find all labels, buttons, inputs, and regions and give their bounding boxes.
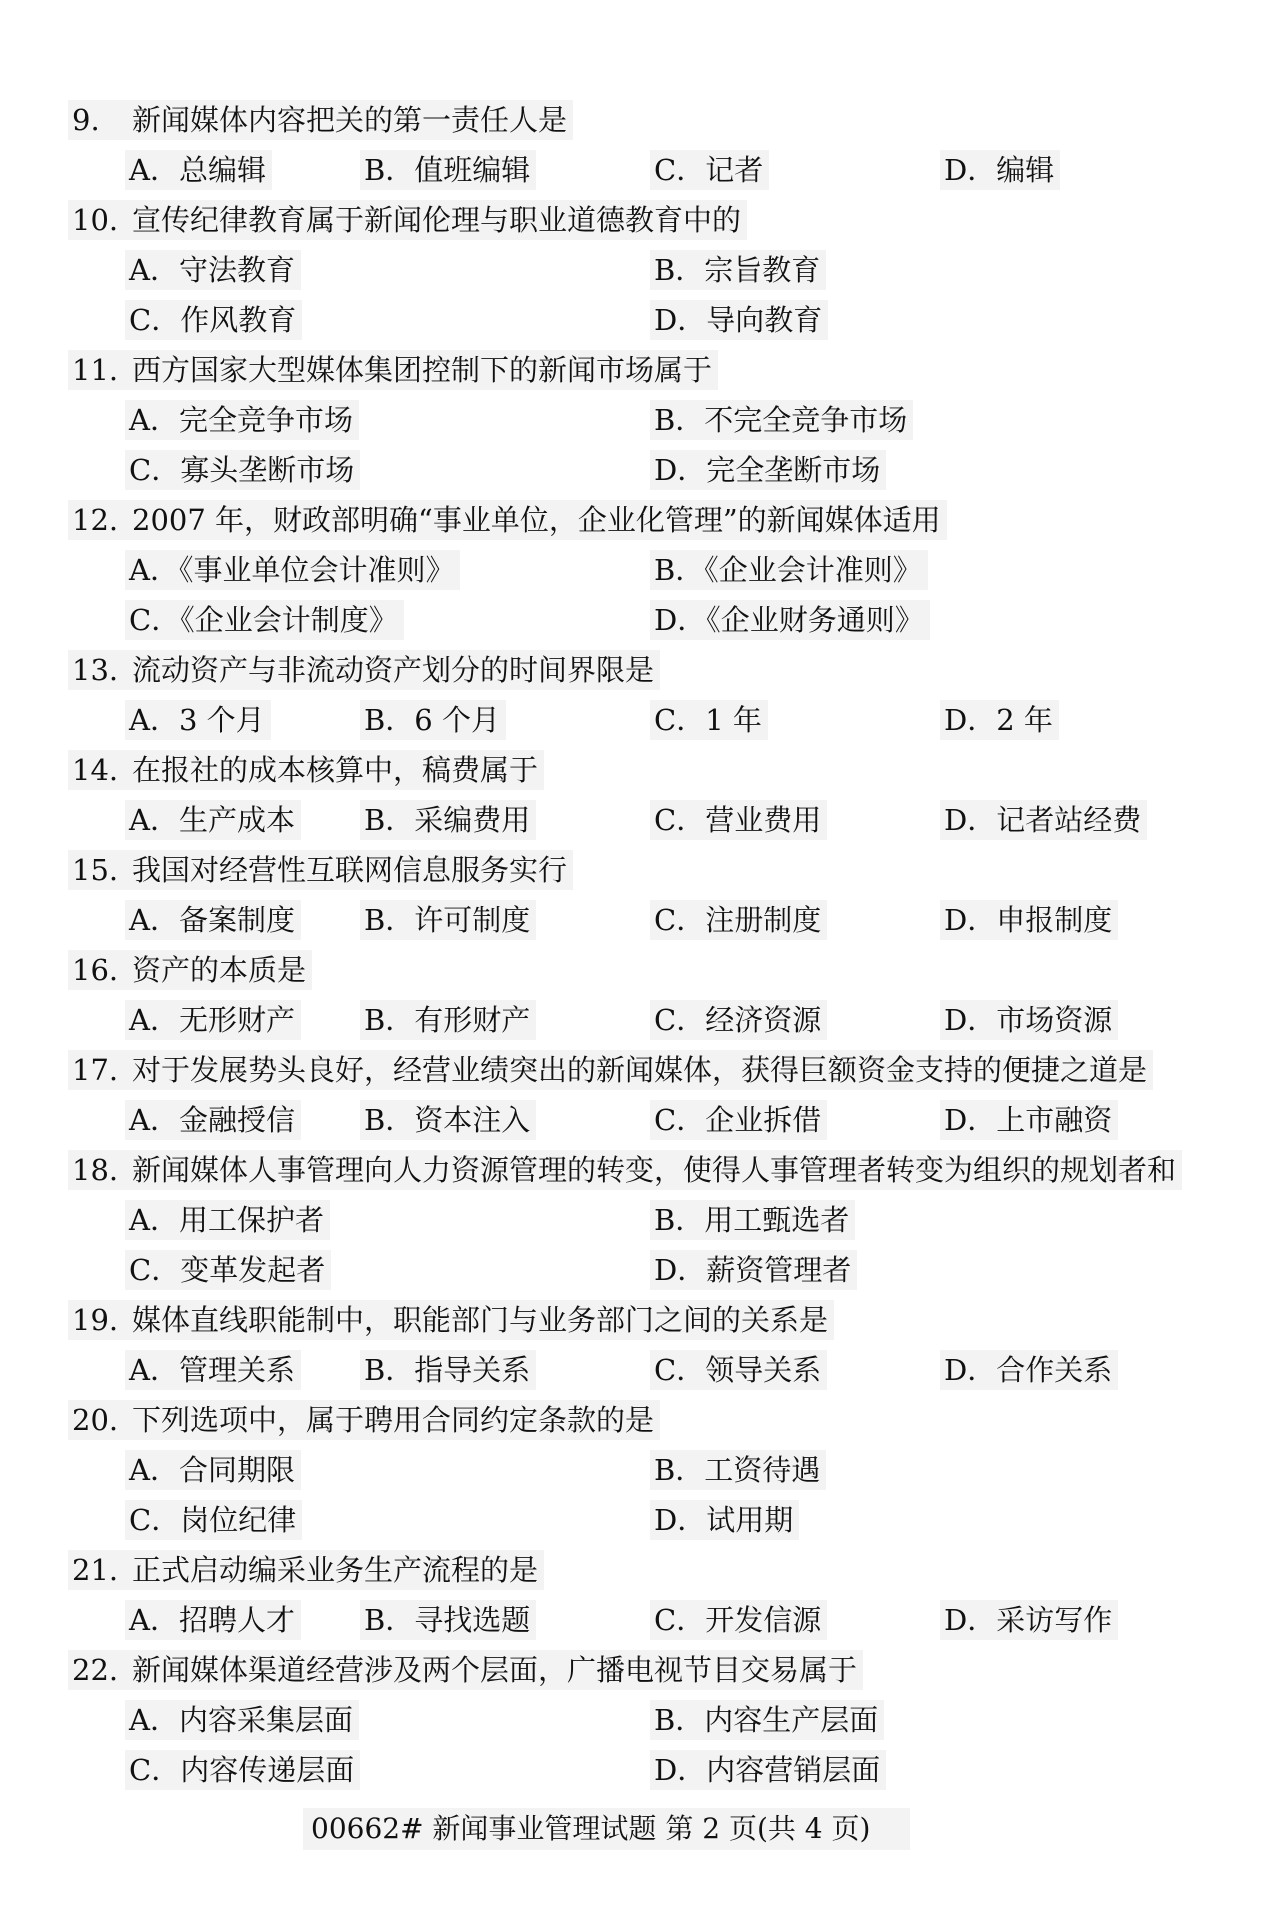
answer-option: A．完全竞争市场 <box>125 400 359 440</box>
answer-option: B．用工甄选者 <box>650 1200 855 1240</box>
question-stem <box>68 200 747 240</box>
answer-option: A．内容采集层面 <box>125 1700 359 1740</box>
question-text: 西方国家大型媒体集团控制下的新闻市场属于 <box>132 353 713 387</box>
question-number: 17. <box>72 1053 119 1087</box>
question-number: 9. <box>72 103 100 137</box>
answer-option: D．《企业财务通则》 <box>650 600 930 640</box>
question-number: 19. <box>72 1303 119 1337</box>
answer-option: B．内容生产层面 <box>650 1700 884 1740</box>
question-stem <box>68 1650 863 1690</box>
answer-option: C．记者 <box>650 150 769 190</box>
question-text: 2007 年，财政部明确“事业单位，企业化管理”的新闻媒体适用 <box>132 503 941 537</box>
question-text: 宣传纪律教育属于新闻伦理与职业道德教育中的 <box>132 203 742 237</box>
answer-option: D．导向教育 <box>650 300 828 340</box>
answer-option: B．采编费用 <box>360 800 536 840</box>
answer-option: B．工资待遇 <box>650 1450 826 1490</box>
question-stem <box>68 750 544 790</box>
answer-option: C．开发信源 <box>650 1600 827 1640</box>
question-text: 新闻媒体渠道经营涉及两个层面，广播电视节目交易属于 <box>132 1653 858 1687</box>
question-text: 媒体直线职能制中，职能部门与业务部门之间的关系是 <box>132 1303 829 1337</box>
answer-option: B．《企业会计准则》 <box>650 550 928 590</box>
answer-option: D．试用期 <box>650 1500 799 1540</box>
question-text: 下列选项中，属于聘用合同约定条款的是 <box>132 1403 655 1437</box>
answer-option: C．营业费用 <box>650 800 827 840</box>
question-text: 在报社的成本核算中，稿费属于 <box>132 753 539 787</box>
answer-option: D．记者站经费 <box>940 800 1147 840</box>
answer-option: B．宗旨教育 <box>650 250 826 290</box>
answer-option: B．值班编辑 <box>360 150 536 190</box>
answer-option: A．守法教育 <box>125 250 301 290</box>
question-stem <box>68 350 718 390</box>
question-number: 22. <box>72 1653 119 1687</box>
answer-option: B．寻找选题 <box>360 1600 536 1640</box>
answer-option: A．用工保护者 <box>125 1200 330 1240</box>
answer-option: D．2 年 <box>940 700 1059 740</box>
answer-option: A．总编辑 <box>125 150 272 190</box>
question-text: 资产的本质是 <box>132 953 307 987</box>
answer-option: D．申报制度 <box>940 900 1118 940</box>
question-text: 正式启动编采业务生产流程的是 <box>132 1553 539 1587</box>
question-stem <box>68 500 947 540</box>
answer-option: C．1 年 <box>650 700 768 740</box>
question-number: 21. <box>72 1553 119 1587</box>
answer-option: C．岗位纪律 <box>125 1500 302 1540</box>
question-number: 11. <box>72 353 119 387</box>
answer-option: D．薪资管理者 <box>650 1250 857 1290</box>
answer-option: A．《事业单位会计准则》 <box>125 550 460 590</box>
question-text: 新闻媒体内容把关的第一责任人是 <box>132 103 568 137</box>
answer-option: C．企业拆借 <box>650 1100 827 1140</box>
answer-option: C．内容传递层面 <box>125 1750 360 1790</box>
answer-option: B．指导关系 <box>360 1350 536 1390</box>
answer-option: D．采访写作 <box>940 1600 1118 1640</box>
question-stem <box>68 1550 544 1590</box>
question-number: 12. <box>72 503 119 537</box>
answer-option: A．生产成本 <box>125 800 301 840</box>
question-stem <box>68 1400 660 1440</box>
answer-option: A．备案制度 <box>125 900 301 940</box>
answer-option: B．许可制度 <box>360 900 536 940</box>
page-footer: 00662# 新闻事业管理试题 第 2 页(共 4 页) <box>303 1808 910 1850</box>
answer-option: A．3 个月 <box>125 700 271 740</box>
answer-option: A．合同期限 <box>125 1450 301 1490</box>
question-number: 16. <box>72 953 119 987</box>
question-number: 10. <box>72 203 119 237</box>
question-number: 20. <box>72 1403 119 1437</box>
question-number: 18. <box>72 1153 119 1187</box>
question-stem <box>68 950 312 990</box>
answer-option: B．有形财产 <box>360 1000 536 1040</box>
question-number: 14. <box>72 753 119 787</box>
answer-option: C．变革发起者 <box>125 1250 331 1290</box>
answer-option: C．作风教育 <box>125 300 302 340</box>
answer-option: A．管理关系 <box>125 1350 301 1390</box>
question-stem <box>68 100 573 140</box>
answer-option: B．资本注入 <box>360 1100 536 1140</box>
answer-option: C．《企业会计制度》 <box>125 600 404 640</box>
answer-option: D．上市融资 <box>940 1100 1118 1140</box>
answer-option: D．合作关系 <box>940 1350 1118 1390</box>
question-stem <box>68 1050 1153 1090</box>
question-stem <box>68 650 660 690</box>
question-stem <box>68 1150 1182 1190</box>
answer-option: A．招聘人才 <box>125 1600 301 1640</box>
question-text: 新闻媒体人事管理向人力资源管理的转变，使得人事管理者转变为组织的规划者和 <box>132 1153 1177 1187</box>
question-text: 我国对经营性互联网信息服务实行 <box>132 853 568 887</box>
answer-option: B．不完全竞争市场 <box>650 400 913 440</box>
answer-option: D．完全垄断市场 <box>650 450 886 490</box>
answer-option: C．领导关系 <box>650 1350 827 1390</box>
answer-option: D．内容营销层面 <box>650 1750 886 1790</box>
answer-option: C．寡头垄断市场 <box>125 450 360 490</box>
answer-option: C．经济资源 <box>650 1000 827 1040</box>
answer-option: D．市场资源 <box>940 1000 1118 1040</box>
question-text: 对于发展势头良好，经营业绩突出的新闻媒体，获得巨额资金支持的便捷之道是 <box>132 1053 1148 1087</box>
question-stem <box>68 850 573 890</box>
answer-option: D．编辑 <box>940 150 1060 190</box>
question-text: 流动资产与非流动资产划分的时间界限是 <box>132 653 655 687</box>
question-number: 15. <box>72 853 119 887</box>
answer-option: A．无形财产 <box>125 1000 301 1040</box>
answer-option: C．注册制度 <box>650 900 827 940</box>
answer-option: B．6 个月 <box>360 700 506 740</box>
question-number: 13. <box>72 653 119 687</box>
answer-option: A．金融授信 <box>125 1100 301 1140</box>
question-stem <box>68 1300 834 1340</box>
